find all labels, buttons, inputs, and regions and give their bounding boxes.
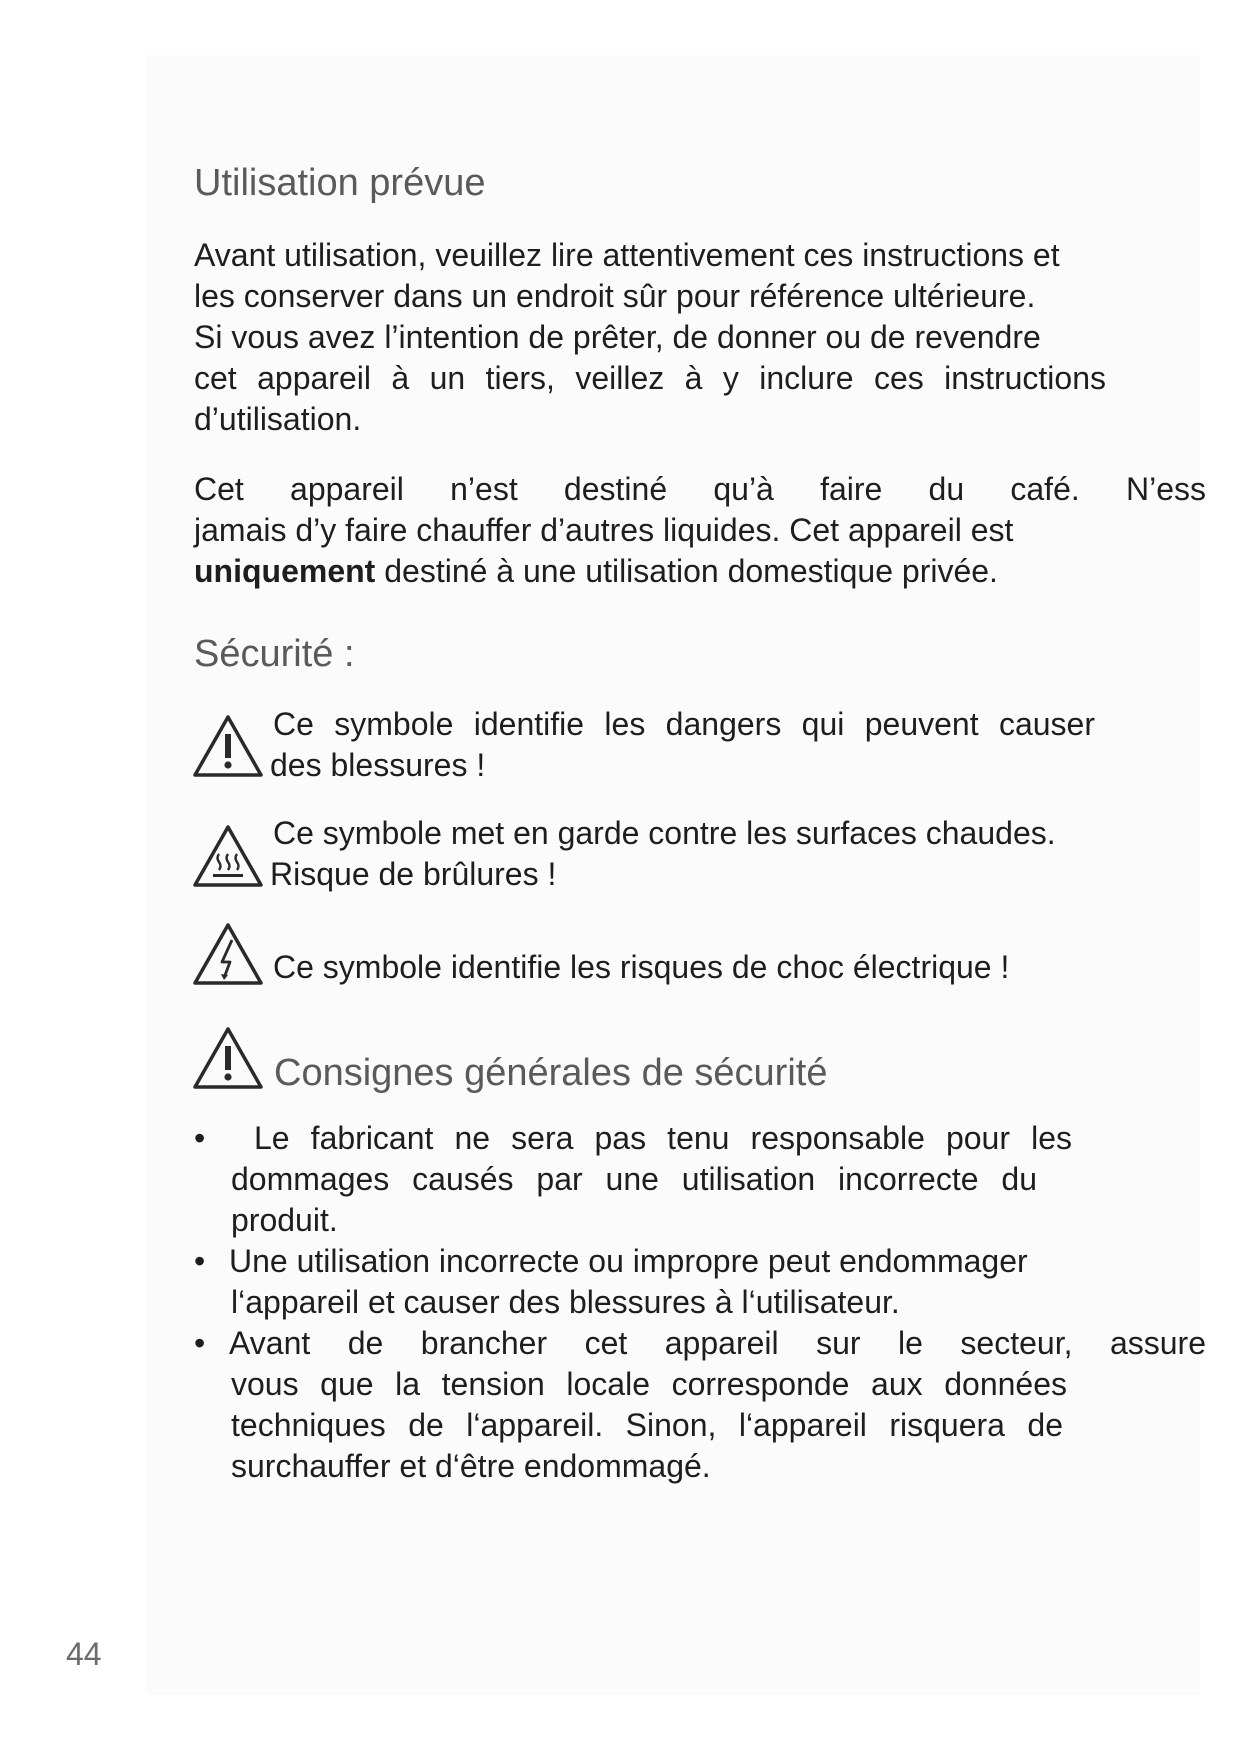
bullet-2-line-2: l‘appareil et causer des blessures à l‘utilisateur. [231, 1284, 900, 1320]
heading-intended-use: Utilisation prévue [194, 162, 486, 204]
bullet-2-marker: • [194, 1243, 206, 1279]
bullet-3-marker: • [194, 1325, 206, 1361]
hot-surface-icon [192, 824, 264, 888]
emphasis-uniquement: uniquement [194, 553, 376, 589]
symbol-1-line-1: Ce symbole identifie les dangers qui peuvent causer [273, 706, 1095, 742]
heading-safety: Sécurité : [194, 633, 355, 675]
warning-exclamation-icon [192, 714, 264, 778]
intended-use-line-4: cet appareil à un tiers, veillez à y inclure ces instructions [194, 360, 1106, 396]
intended-use-line-1: Avant utilisation, veuillez lire attentivement ces instructions et [194, 237, 1060, 273]
bullet-3-line-3: techniques de l‘appareil. Sinon, l‘appareil risquera de [231, 1407, 1063, 1443]
purpose-line-3-rest: destiné à une utilisation domestique privée. [375, 553, 998, 589]
bullet-3-line-2: vous que la tension locale corresponde aux données [231, 1366, 1067, 1402]
bullet-1-line-2: dommages causés par une utilisation incorrecte du [231, 1161, 1037, 1197]
general-warning-icon [192, 1026, 264, 1090]
purpose-line-3 [194, 551, 998, 592]
symbol-2-line-2: Risque de brûlures ! [270, 856, 557, 892]
purpose-line-1: Cet appareil n’est destiné qu’à faire du café. N’ess [194, 471, 1206, 507]
bullet-3-line-1: Avant de brancher cet appareil sur le secteur, assure [229, 1325, 1206, 1361]
bullet-1-line-3: produit. [231, 1202, 338, 1238]
symbol-3-line-1: Ce symbole identifie les risques de choc électrique ! [273, 949, 1010, 985]
bullet-3-line-4: surchauffer et d‘être endommagé. [231, 1448, 711, 1484]
symbol-1-line-2: des blessures ! [270, 747, 486, 783]
symbol-2-line-1: Ce symbole met en garde contre les surfaces chaudes. [273, 815, 1056, 851]
bullet-1-line-1: Le fabricant ne sera pas tenu responsable pour les [254, 1120, 1072, 1156]
electric-shock-icon [192, 922, 264, 986]
bullet-2-line-1: Une utilisation incorrecte ou impropre peut endommager [229, 1243, 1028, 1279]
purpose-line-2: jamais d’y faire chauffer d’autres liquides. Cet appareil est [194, 512, 1014, 548]
page-number: 44 [66, 1636, 102, 1672]
heading-general-safety: Consignes générales de sécurité [274, 1052, 828, 1094]
intended-use-line-5: d’utilisation. [194, 401, 362, 437]
intended-use-line-3: Si vous avez l’intention de prêter, de donner ou de revendre [194, 319, 1041, 355]
bullet-1-marker: • [194, 1120, 206, 1156]
intended-use-line-2: les conserver dans un endroit sûr pour référence ultérieure. [194, 278, 1036, 314]
